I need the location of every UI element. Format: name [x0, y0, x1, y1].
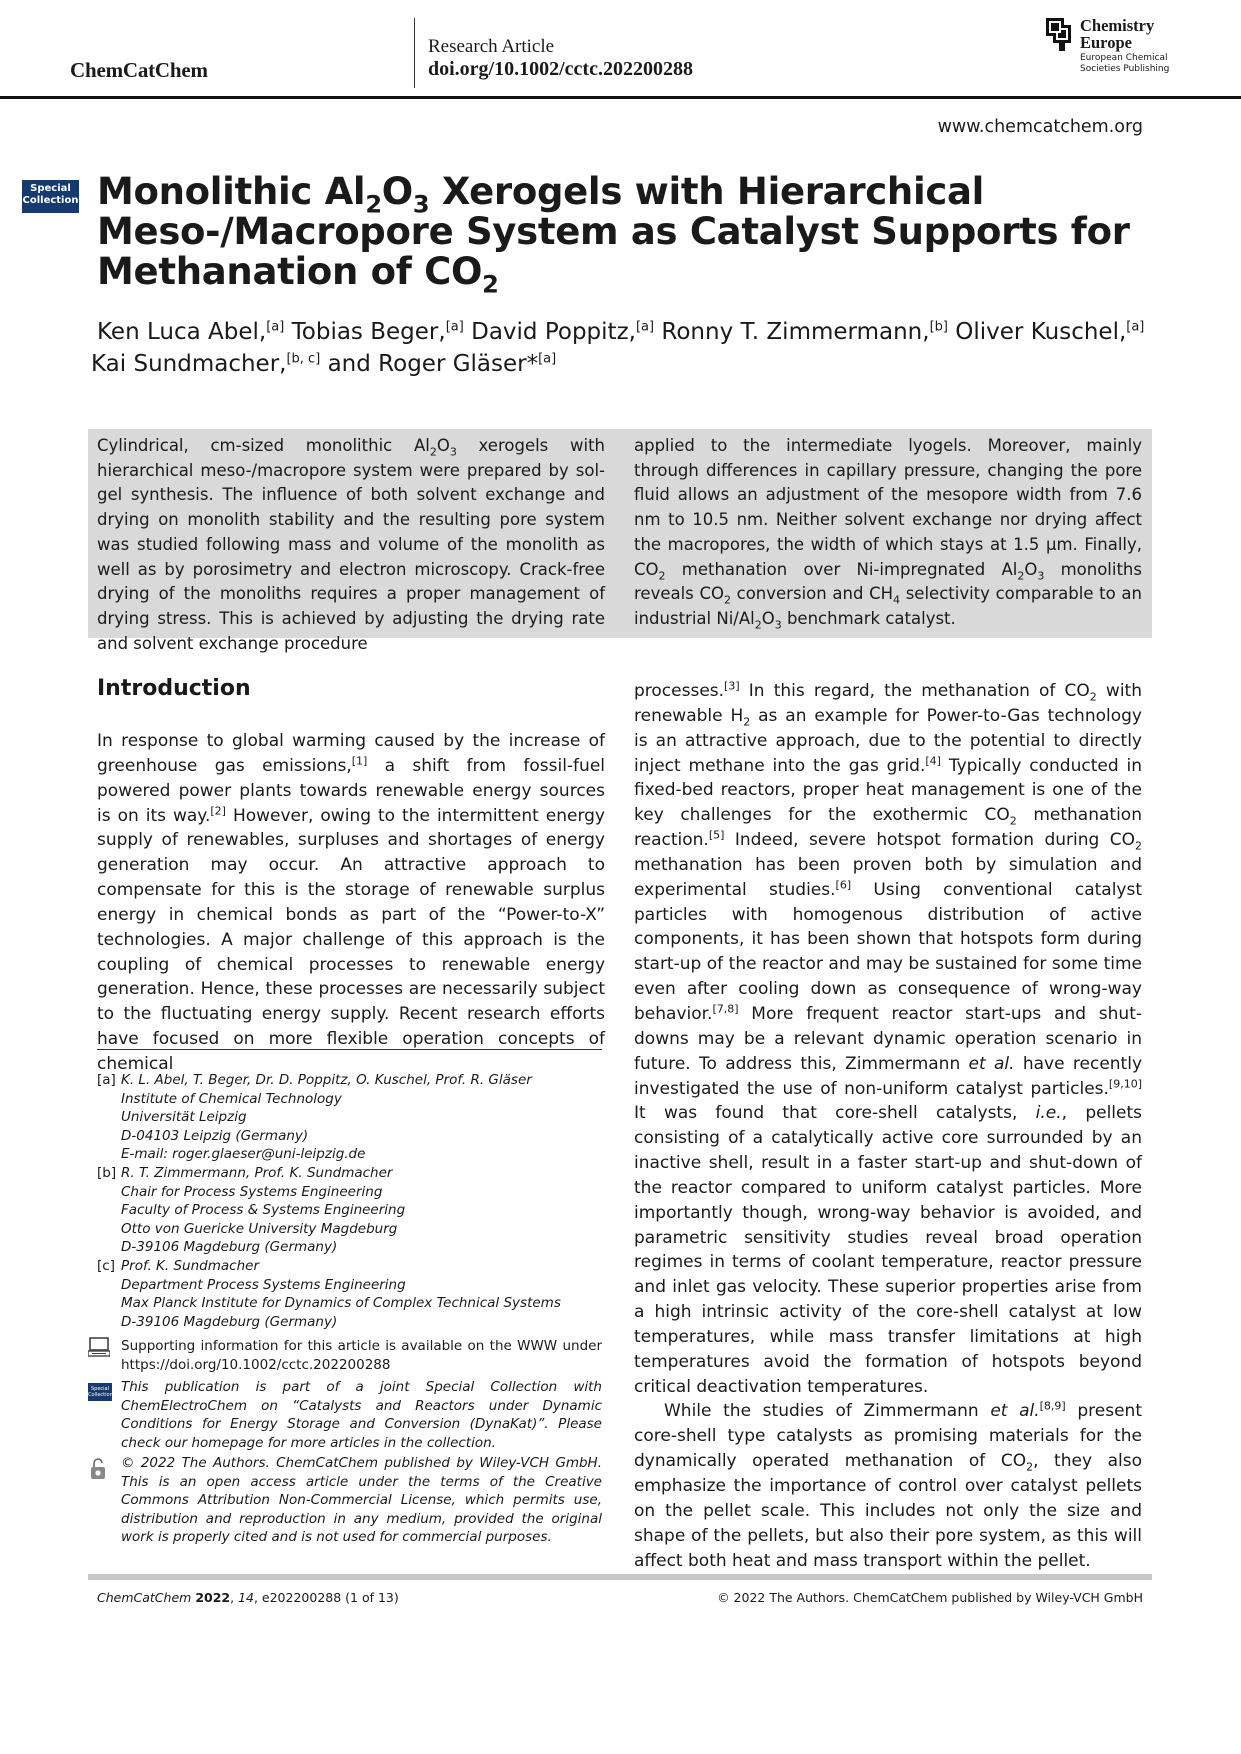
citation-link[interactable]: [6]	[835, 878, 852, 892]
author: and Roger Gläser*	[320, 351, 539, 377]
email-link[interactable]: E-mail: roger.glaeser@uni-leipzig.de	[121, 1146, 366, 1163]
author: Ken Luca Abel,	[97, 319, 267, 345]
section-heading-introduction: Introduction	[97, 676, 251, 701]
publisher-subtitle: European Chemical Societies Publishing	[1080, 53, 1170, 74]
author: Kai Sundmacher,	[91, 351, 287, 377]
affiliation-label: [a]	[97, 1072, 116, 1088]
citation-link[interactable]: [9,10]	[1108, 1076, 1142, 1090]
citation-link[interactable]: [3]	[724, 679, 740, 693]
supporting-information-note: Supporting information for this article is available on the WWW under https://doi.org/10.1002/cctc.202200288	[121, 1338, 602, 1373]
special-collection-note: This publication is part of a joint Special Collection with ChemElectroChem on “Catalysts and Reactors under Dynamic Conditions for Energy Storage and Conversion (DynaKat)”. Please check our homepage for more articles in the collection.	[121, 1379, 602, 1451]
citation-link[interactable]: [7,8]	[712, 1002, 739, 1016]
computer-icon	[88, 1336, 110, 1358]
footer-rule	[88, 1574, 1152, 1580]
citation-info: ChemCatChem 2022, 14, e202200288 (1 of 13)	[97, 1590, 399, 1605]
author: David Poppitz,	[463, 319, 636, 345]
journal-website-link[interactable]: www.chemcatchem.org	[937, 117, 1143, 137]
affiliation-b: R. T. Zimmermann, Prof. K. Sundmacher Chair for Process Systems Engineering Faculty of Process & Systems Engineering Otto von Guericke University Magdeburg D-39106 Magdeburg (Germany)	[121, 1165, 406, 1256]
special-collection-badge[interactable]: Special Collection	[22, 180, 79, 213]
affiliation-label: [b]	[97, 1165, 117, 1181]
open-access-icon	[88, 1458, 110, 1480]
footer-copyright: © 2022 The Authors. ChemCatChem published by Wiley-VCH GmbH	[717, 1590, 1143, 1605]
citation-link[interactable]: [4]	[925, 753, 941, 767]
citation-link[interactable]: [1]	[351, 754, 368, 768]
header-rule	[0, 96, 1241, 99]
affiliation-label: [c]	[97, 1258, 115, 1274]
author: Ronny T. Zimmermann,	[654, 319, 930, 345]
body-text-left: In response to global warming caused by the increase of greenhouse gas emissions,[1] a shift from fossil-fuel powered power plants towards renewable energy sources is on its way.[2] However, owing to the intermittent energy supply of renewables, surpluses and shortages of energy generation may occur. An attractive approach to compensate for this is the storage of renewable surplus energy in chemical bonds as part of the “Power-to-X” technologies. A major challenge of this approach is the coupling of chemical processes to renewable energy generation. Hence, these processes are necessarily subject to the fluctuating energy supply. Recent research efforts have focused on more flexible operation concepts of chemical	[97, 731, 605, 1074]
citation-link[interactable]: [5]	[708, 828, 725, 842]
special-collection-small-icon: Special Collection	[88, 1383, 112, 1401]
license-note: © 2022 The Authors. ChemCatChem published by Wiley-VCH GmbH. This is an open access article under the terms of the Creative Commons Attribution Non-Commercial License, which permits use, distribution and reproduction in any medium, provided the original work is properly cited and is not used for commercial purposes.	[121, 1455, 602, 1546]
doi-link[interactable]: doi.org/10.1002/cctc.202200288	[428, 58, 693, 80]
affiliation-c: Prof. K. Sundmacher Department Process Systems Engineering Max Planck Institute for Dynamics of Complex Technical Systems D-39106 Magdeburg (Germany)	[121, 1258, 561, 1330]
abstract-column-left: Cylindrical, cm-sized monolithic $Al_2O_3$ xerogels with hierarchical meso-/macropore system were prepared by sol-gel synthesis. The influence of both solvent exchange and drying on monolith stability and the resulting pore system was studied following mass and volume of the monolith as well as by porosimetry and electron microscopy. Crack-free drying of the monoliths requires a proper management of drying stress. This is achieved by adjusting the drying rate and solvent exchange procedure	[97, 436, 605, 653]
body-text-right: processes.[3] In this regard, the methanation of $CO_2$ with renewable $H_2$ as an example for Power-to-Gas technology is an attractive approach, due to the potential to directly inject methane into the gas grid.[4] Typically conducted in fixed-bed reactors, proper heat management is one of the key challenges for the exothermic $CO_2$ methanation reaction.[5] Indeed, severe hotspot formation during $CO_2$ methanation has been proven both by simulation and experimental studies.[6] Using conventional catalyst particles with homogenous distribution of active components, it has been shown that hotspots form during start-up of the reactor and may be sustained for some time even after cooling down as consequence of wrong-way behavior.[7,8] More frequent reactor start-ups and shut-downs may be a relevant dynamic operation scenario in future. To address this, Zimmermann et al. have recently investigated the use of non-uniform catalyst particles.[9,10] It was found that core-shell catalysts, i.e., pellets consisting of a catalytically active core surrounded by an inactive shell, result in a faster start-up and shut-down of the reactor compared to uniform catalyst particles. More importantly though, wrong-way behavior is avoided, and parametric sensitivity studies reveal broad operation regimes in terms of coolant temperature, reactor pressure and inlet gas velocity. These superior properties arise from a high intrinsic activity of the core-shell catalyst at low temperatures, while mass transfer limitations at high temperatures avoid the formation of hotspots beyond critical deactivation temperatures. While the studies of Zimmermann et al.[8,9] present core-shell type catalysts as promising materials for the dynamically operated methanation of $CO_2$, they also emphasize the importance of control over catalyst pellets on the pellet scale. This includes not only the size and shape of the pellets, but also their pore system, as this will affect both heat and mass transport within the pellet.	[634, 679, 1143, 1571]
citation-link[interactable]: [8,9]	[1039, 1399, 1066, 1413]
affiliation-a: K. L. Abel, T. Beger, Dr. D. Poppitz, O. Kuschel, Prof. R. Gläser Institute of Chemical Technology Universität Leipzig D-04103 Leipzig (Germany) E-mail: roger.glaeser@uni-leipzig.de	[121, 1072, 532, 1163]
journal-name: ChemCatChem	[70, 58, 208, 82]
citation-link[interactable]: [2]	[210, 803, 226, 817]
author-list: Ken Luca Abel,[a] Tobias Beger,[a] David Poppitz,[a] Ronny T. Zimmermann,[b] Oliver Kuschel,[a] Kai Sundmacher,[b, c] and Roger Gläser*[a]	[91, 319, 1145, 377]
author: Tobias Beger,	[284, 319, 446, 345]
article-title: Monolithic $Al_2O_3$ Xerogels with Hierarchical Meso-/Macropore System as Catalyst Supports for Methanation of $CO_2$	[97, 170, 1130, 299]
abstract-column-right: applied to the intermediate lyogels. Moreover, mainly through differences in capillary pressure, changing the pore fluid allows an adjustment of the mesopore width from 7.6 nm to 10.5 nm. Neither solvent exchange nor drying affect the macropores, the width of which stays at 1.5 μm. Finally, $CO_2$ methanation over Ni-impregnated $Al_2O_3$ monoliths reveals $CO_2$ conversion and $CH_4$ selectivity comparable to an industrial $Ni/Al_2O_3$ benchmark catalyst.	[634, 436, 1142, 632]
footnote-rule	[97, 1049, 602, 1050]
author: Oliver Kuschel,	[947, 319, 1127, 345]
header-divider	[414, 18, 415, 88]
publisher-name: Chemistry Europe	[1080, 16, 1155, 52]
article-type: Research Article	[428, 36, 555, 57]
